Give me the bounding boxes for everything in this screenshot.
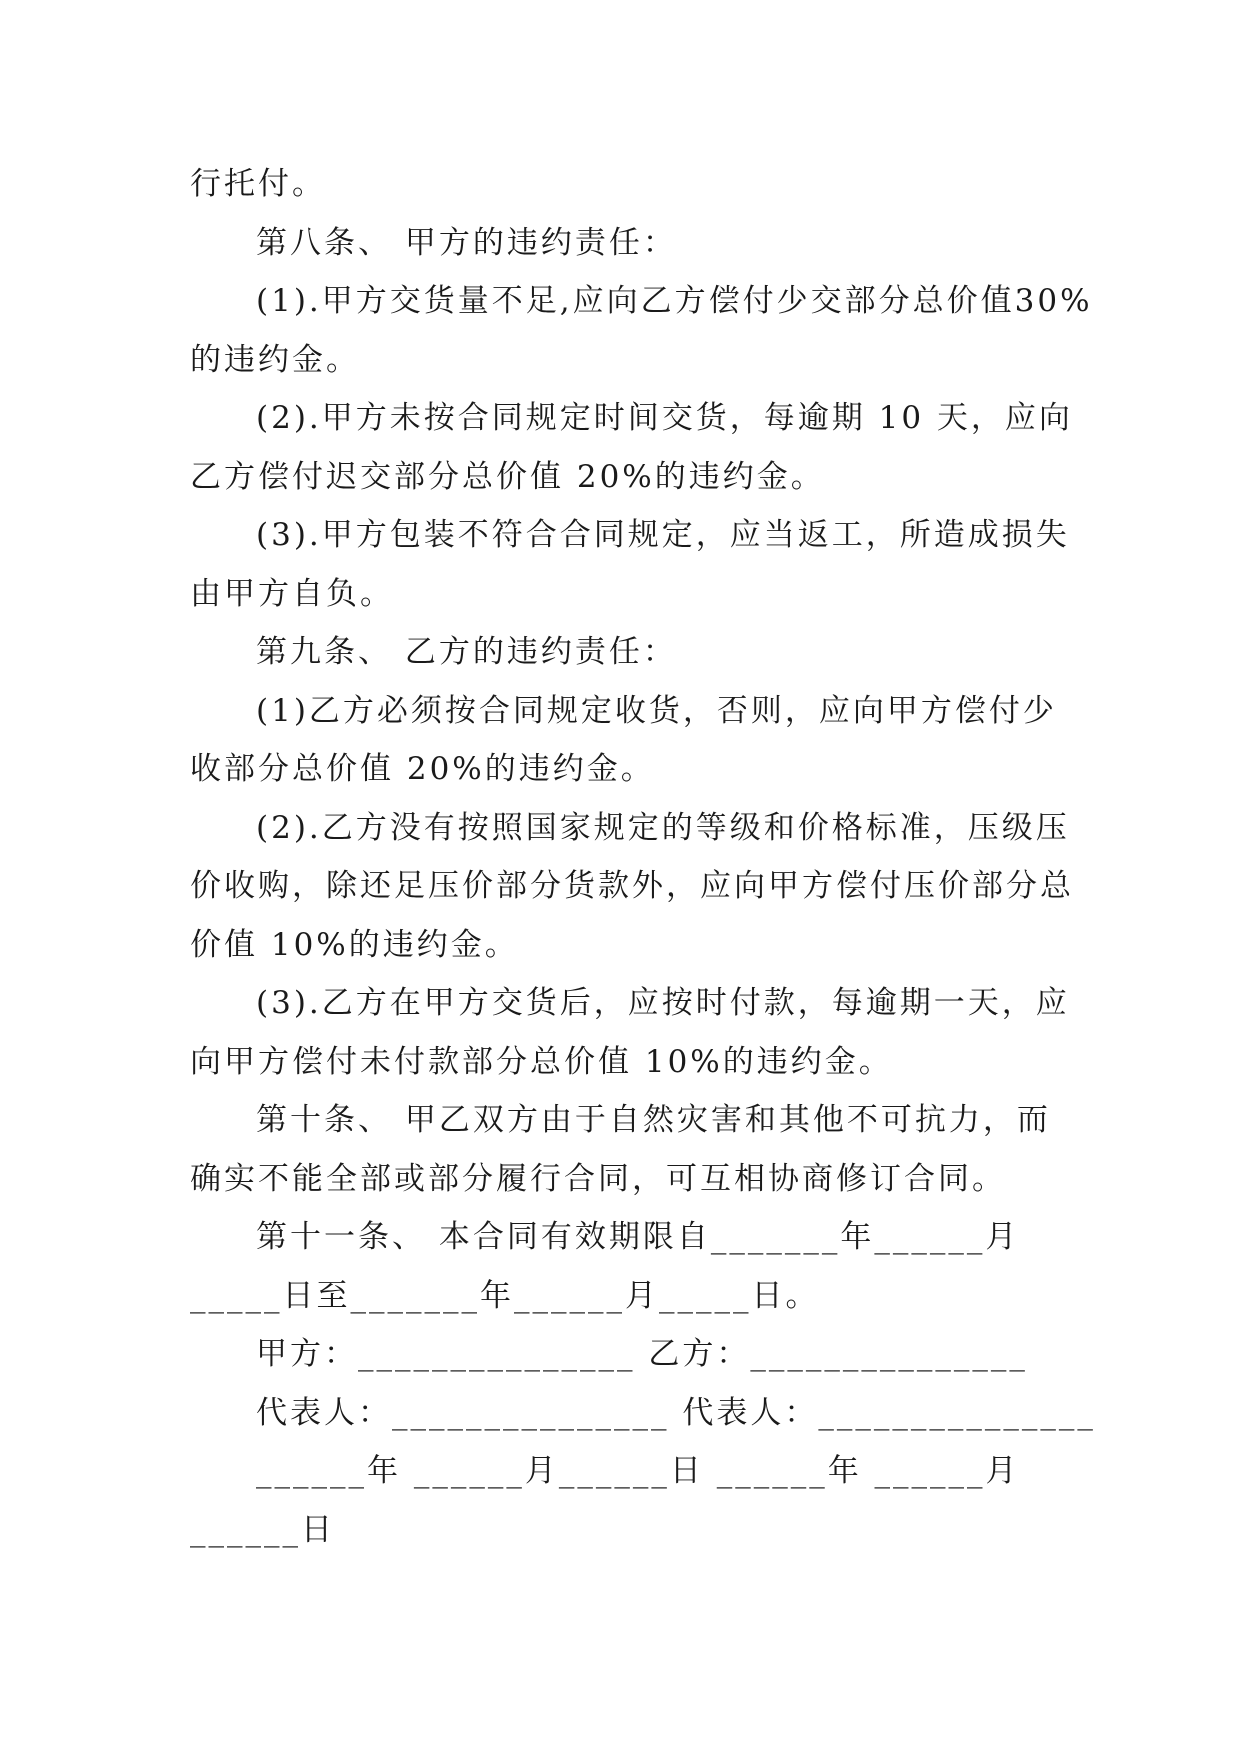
text-line: (2).甲方未按合同规定时间交货，每逾期 10 天，应向 xyxy=(256,400,1073,436)
text-line: (1)乙方必须按合同规定收货，否则，应向甲方偿付少 xyxy=(256,692,1057,729)
text-line: (1).甲方交货量不足,应向乙方偿付少交部分总价值30% xyxy=(256,283,1093,319)
text-line: 确实不能全部或部分履行合同，可互相协商修订合同。 xyxy=(190,1160,1006,1197)
text-line: 第十条、 甲乙双方由于自然灾害和其他不可抗力，而 xyxy=(256,1102,1051,1138)
text-line: (3).乙方在甲方交货后，应按时付款，每逾期一天，应 xyxy=(256,985,1070,1021)
text-line: 收部分总价值 20%的违约金。 xyxy=(190,751,655,787)
signature-line-parties: 甲方：_______________ 乙方：_______________ xyxy=(256,1336,1028,1372)
text-line: 行托付。 xyxy=(190,166,326,202)
text-line: 价值 10%的违约金。 xyxy=(190,926,519,963)
text-line: 由甲方自负。 xyxy=(190,575,394,612)
contract-text xyxy=(190,155,1096,1559)
text-line: 第八条、 甲方的违约责任： xyxy=(256,224,677,261)
text-line: 乙方偿付迟交部分总价值 20%的违约金。 xyxy=(190,458,825,495)
text-line: (2).乙方没有按照国家规定的等级和价格标准，压级压 xyxy=(256,809,1070,846)
text-line: _____日至_______年______月_____日。 xyxy=(190,1277,820,1314)
text-line: 第十一条、 本合同有效期限自_______年______月 xyxy=(256,1219,1020,1255)
signature-line-dates-end: ______日 xyxy=(190,1511,335,1548)
text-line: (3).甲方包装不符合合同规定，应当返工，所造成损失 xyxy=(256,517,1070,553)
text-line: 的违约金。 xyxy=(190,341,360,378)
signature-line-representatives: 代表人：_______________ 代表人：_______________ xyxy=(256,1394,1096,1431)
text-line: 第九条、 乙方的违约责任： xyxy=(256,634,677,670)
text-line: 价收购，除还足压价部分货款外，应向甲方偿付压价部分总 xyxy=(190,868,1074,904)
signature-line-dates: ______年 ______月______日 ______年 ______月 xyxy=(256,1453,1020,1489)
text-line: 向甲方偿付未付款部分总价值 10%的违约金。 xyxy=(190,1043,893,1080)
